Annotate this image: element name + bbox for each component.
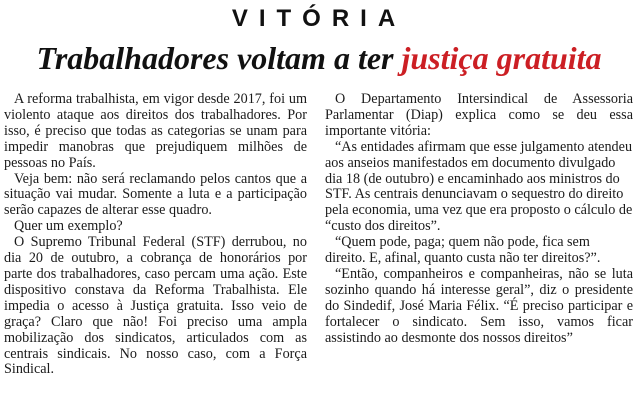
article-headline xyxy=(0,38,638,78)
right-paragraph-4: “Então, companheiros e companheiras, não se luta sozinho quando há interesse geral”, diz o presidente do Sindedif, José Maria Félix. “É preciso participar e fortalecer o sindicato. Sem isso, vamos ficar assistindo ao desmonte dos nossos direitos” xyxy=(325,265,633,346)
right-paragraph-3: “Quem pode, paga; quem não pode, fica sem direito. E, afinal, quanto custa não ter direitos?”. xyxy=(325,234,601,267)
headline-highlight: justiça gratuita xyxy=(401,40,602,76)
left-paragraph-2: Veja bem: não será reclamando pelos cantos que a situação vai mudar. Somente a luta e a participação serão capazes de alterar esse quadro. xyxy=(4,170,307,219)
headline-prefix: Trabalhadores voltam a ter xyxy=(36,40,402,76)
section-kicker: VITÓRIA xyxy=(231,5,407,32)
left-paragraph-4: O Supremo Tribunal Federal (STF) derrubou, no dia 20 de outubro, a cobrança de honorários por parte dos trabalhadores, caso percam uma ação. Este dispositivo constava da Reforma Trabalhista. Ele impedia o acesso à Justiça gratuita. Isso veio de graça? Claro que não! Foi preciso uma ampla mobilização dos sindicatos, articulados com as centrais sindicais. No nosso caso, com a Força Sindical. xyxy=(4,234,307,378)
right-paragraph-2: “As entidades afirmam que esse julgamento atendeu aos anseios manifestados em documento divulgado dia 18 (de outubro) e encaminhado aos ministros do STF. As centrais denunciavam o sequestro do direito pela economia, uma vez que era proposto o cálculo de “custo dos direitos”. xyxy=(325,138,633,235)
left-column xyxy=(4,92,307,378)
right-paragraph-1: O Departamento Intersindical de Assessoria Parlamentar (Diap) explica como se deu essa importante vitória: xyxy=(325,91,633,139)
left-paragraph-3: Quer um exemplo? xyxy=(14,218,123,235)
right-column xyxy=(325,92,633,347)
left-paragraph-1: A reforma trabalhista, em vigor desde 2017, foi um violento ataque aos direitos dos trabalhadores. Por isso, é preciso que todas as categorias se unam para impedir manobras que prejudiquem milhões de pessoas no País. xyxy=(4,91,307,171)
